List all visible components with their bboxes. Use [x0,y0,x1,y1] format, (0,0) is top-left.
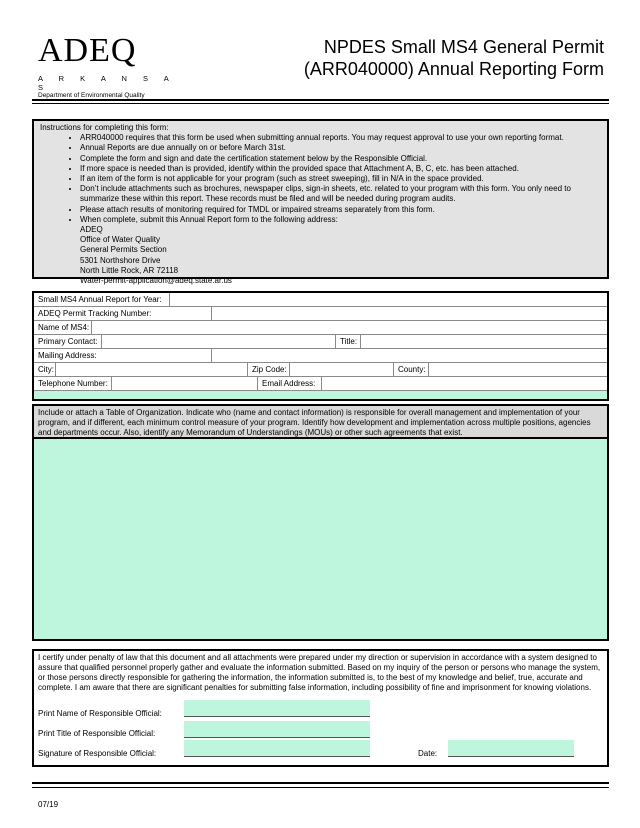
county-field[interactable] [429,363,607,376]
logo-main-text: ADEQ [38,32,137,69]
footer-rule-top [32,782,609,784]
address-line: 5301 Northshore Drive [80,255,161,265]
footer-rule-bottom [32,787,609,788]
ms4-name-field[interactable] [92,321,607,334]
phone-field[interactable] [112,377,258,390]
county-label: County: [394,363,429,376]
signature-field[interactable] [184,740,370,757]
instructions-list [40,133,601,286]
title-label: Title: [336,335,361,348]
page-title [304,36,604,80]
adeq-logo [38,32,178,99]
address-line: ADEQ [80,225,103,235]
mailing-address-field[interactable] [212,349,607,362]
print-name-label: Print Name of Responsible Official: [38,709,162,718]
date-field[interactable] [448,740,574,757]
ms4-name-label: Name of MS4: [34,321,92,334]
instruction-item: • When complete, submit this Annual Report form to the following address: [80,215,601,225]
print-title-label: Print Title of Responsible Official: [38,729,156,738]
phone-label: Telephone Number: [34,377,112,390]
instruction-item: • Complete the form and sign and date the certification statement below by the Responsible Official. [80,154,601,164]
mailing-address-label: Mailing Address: [34,349,212,362]
title-line-1: NPDES Small MS4 General Permit [323,37,604,57]
instructions-heading: Instructions for completing this form: [40,123,169,132]
tracking-label: ADEQ Permit Tracking Number: [34,307,212,320]
header-rule-bottom [32,103,609,104]
instructions-box [32,119,609,286]
primary-contact-field[interactable] [102,335,336,348]
title-field[interactable] [361,335,607,348]
instruction-item: • Don’t include attachments such as brochures, newspaper clips, sign-in sheets, etc. related to your program with this form. You only need to summarize these within this report. These records must be filed and will be needed during program audits. [80,184,601,204]
logo-dept-text: Department of Environmental Quality [38,92,145,99]
certification-box [32,649,609,767]
email-field[interactable] [322,377,607,390]
instruction-item: • ARR040000 requires that this form be used when submitting annual reports. You may request approval to use your own reporting format. [80,133,601,143]
form-version: 07/19 [38,800,59,809]
instruction-item: • If more space is needed than is provided, identify within the provided space that Attachment A, B, C, etc. has been attached. [80,164,601,174]
instruction-item: • Annual Reports are due annually on or before March 31st. [80,143,601,153]
primary-contact-label: Primary Contact: [34,335,102,348]
tracking-field[interactable] [212,307,607,320]
instruction-item: • Please attach results of monitoring required for TMDL or impaired streams separately from this form. [80,205,601,215]
print-name-field[interactable] [184,700,370,717]
title-line-2: (ARR040000) Annual Reporting Form [303,59,604,79]
city-label: City: [34,363,56,376]
year-field[interactable] [170,293,607,306]
header-rule-top [32,99,609,101]
date-label: Date: [418,749,438,758]
address-email: Water-permit-application@adeq.state.ar.us [80,276,232,286]
address-line: Office of Water Quality [80,235,161,245]
signature-label: Signature of Responsible Official: [38,749,157,758]
logo-sub-text: A R K A N S A S [38,74,176,92]
zip-field[interactable] [290,363,394,376]
organization-text-area[interactable] [32,437,609,641]
ms4-info-form [32,291,609,401]
print-title-field[interactable] [184,721,370,738]
email-label: Email Address: [258,377,322,390]
certification-text: I certify under penalty of law that this document and all attachments were prepared under my direction or supervision in accordance with a system designed to assure that qualified personnel properly gather and evaluate the information submitted. Based on my inquiry of the person or persons who manage the system, or those persons directly responsible for gathering the information, the information submitted is, to the best of my knowledge and belief, true, accurate and complete. I am aware that there are significant penalties for submitting false information, including possibility of fine and imprisonment for knowing violations. [38,653,601,692]
city-field[interactable] [56,363,248,376]
address-line: General Permits Section [80,245,167,255]
address-line: North Little Rock, AR 72118 [80,265,179,275]
instruction-item: • If an item of the form is not applicable for your program (such as street sweeping), fill in N/A in the space provided. [80,174,601,184]
organization-instructions: Include or attach a Table of Organization. Indicate who (name and contact information) is responsible for overall management and implementation of your program, and if different, each minimum control measure of your program. Identify how development and implementation across multiple positions, agencies and departments occur. Also, identify any Memorandum of Understandings (MOUs) or other such agreements that exist. [32,404,609,438]
year-label: Small MS4 Annual Report for Year: [34,293,170,306]
zip-label: Zip Code: [248,363,290,376]
